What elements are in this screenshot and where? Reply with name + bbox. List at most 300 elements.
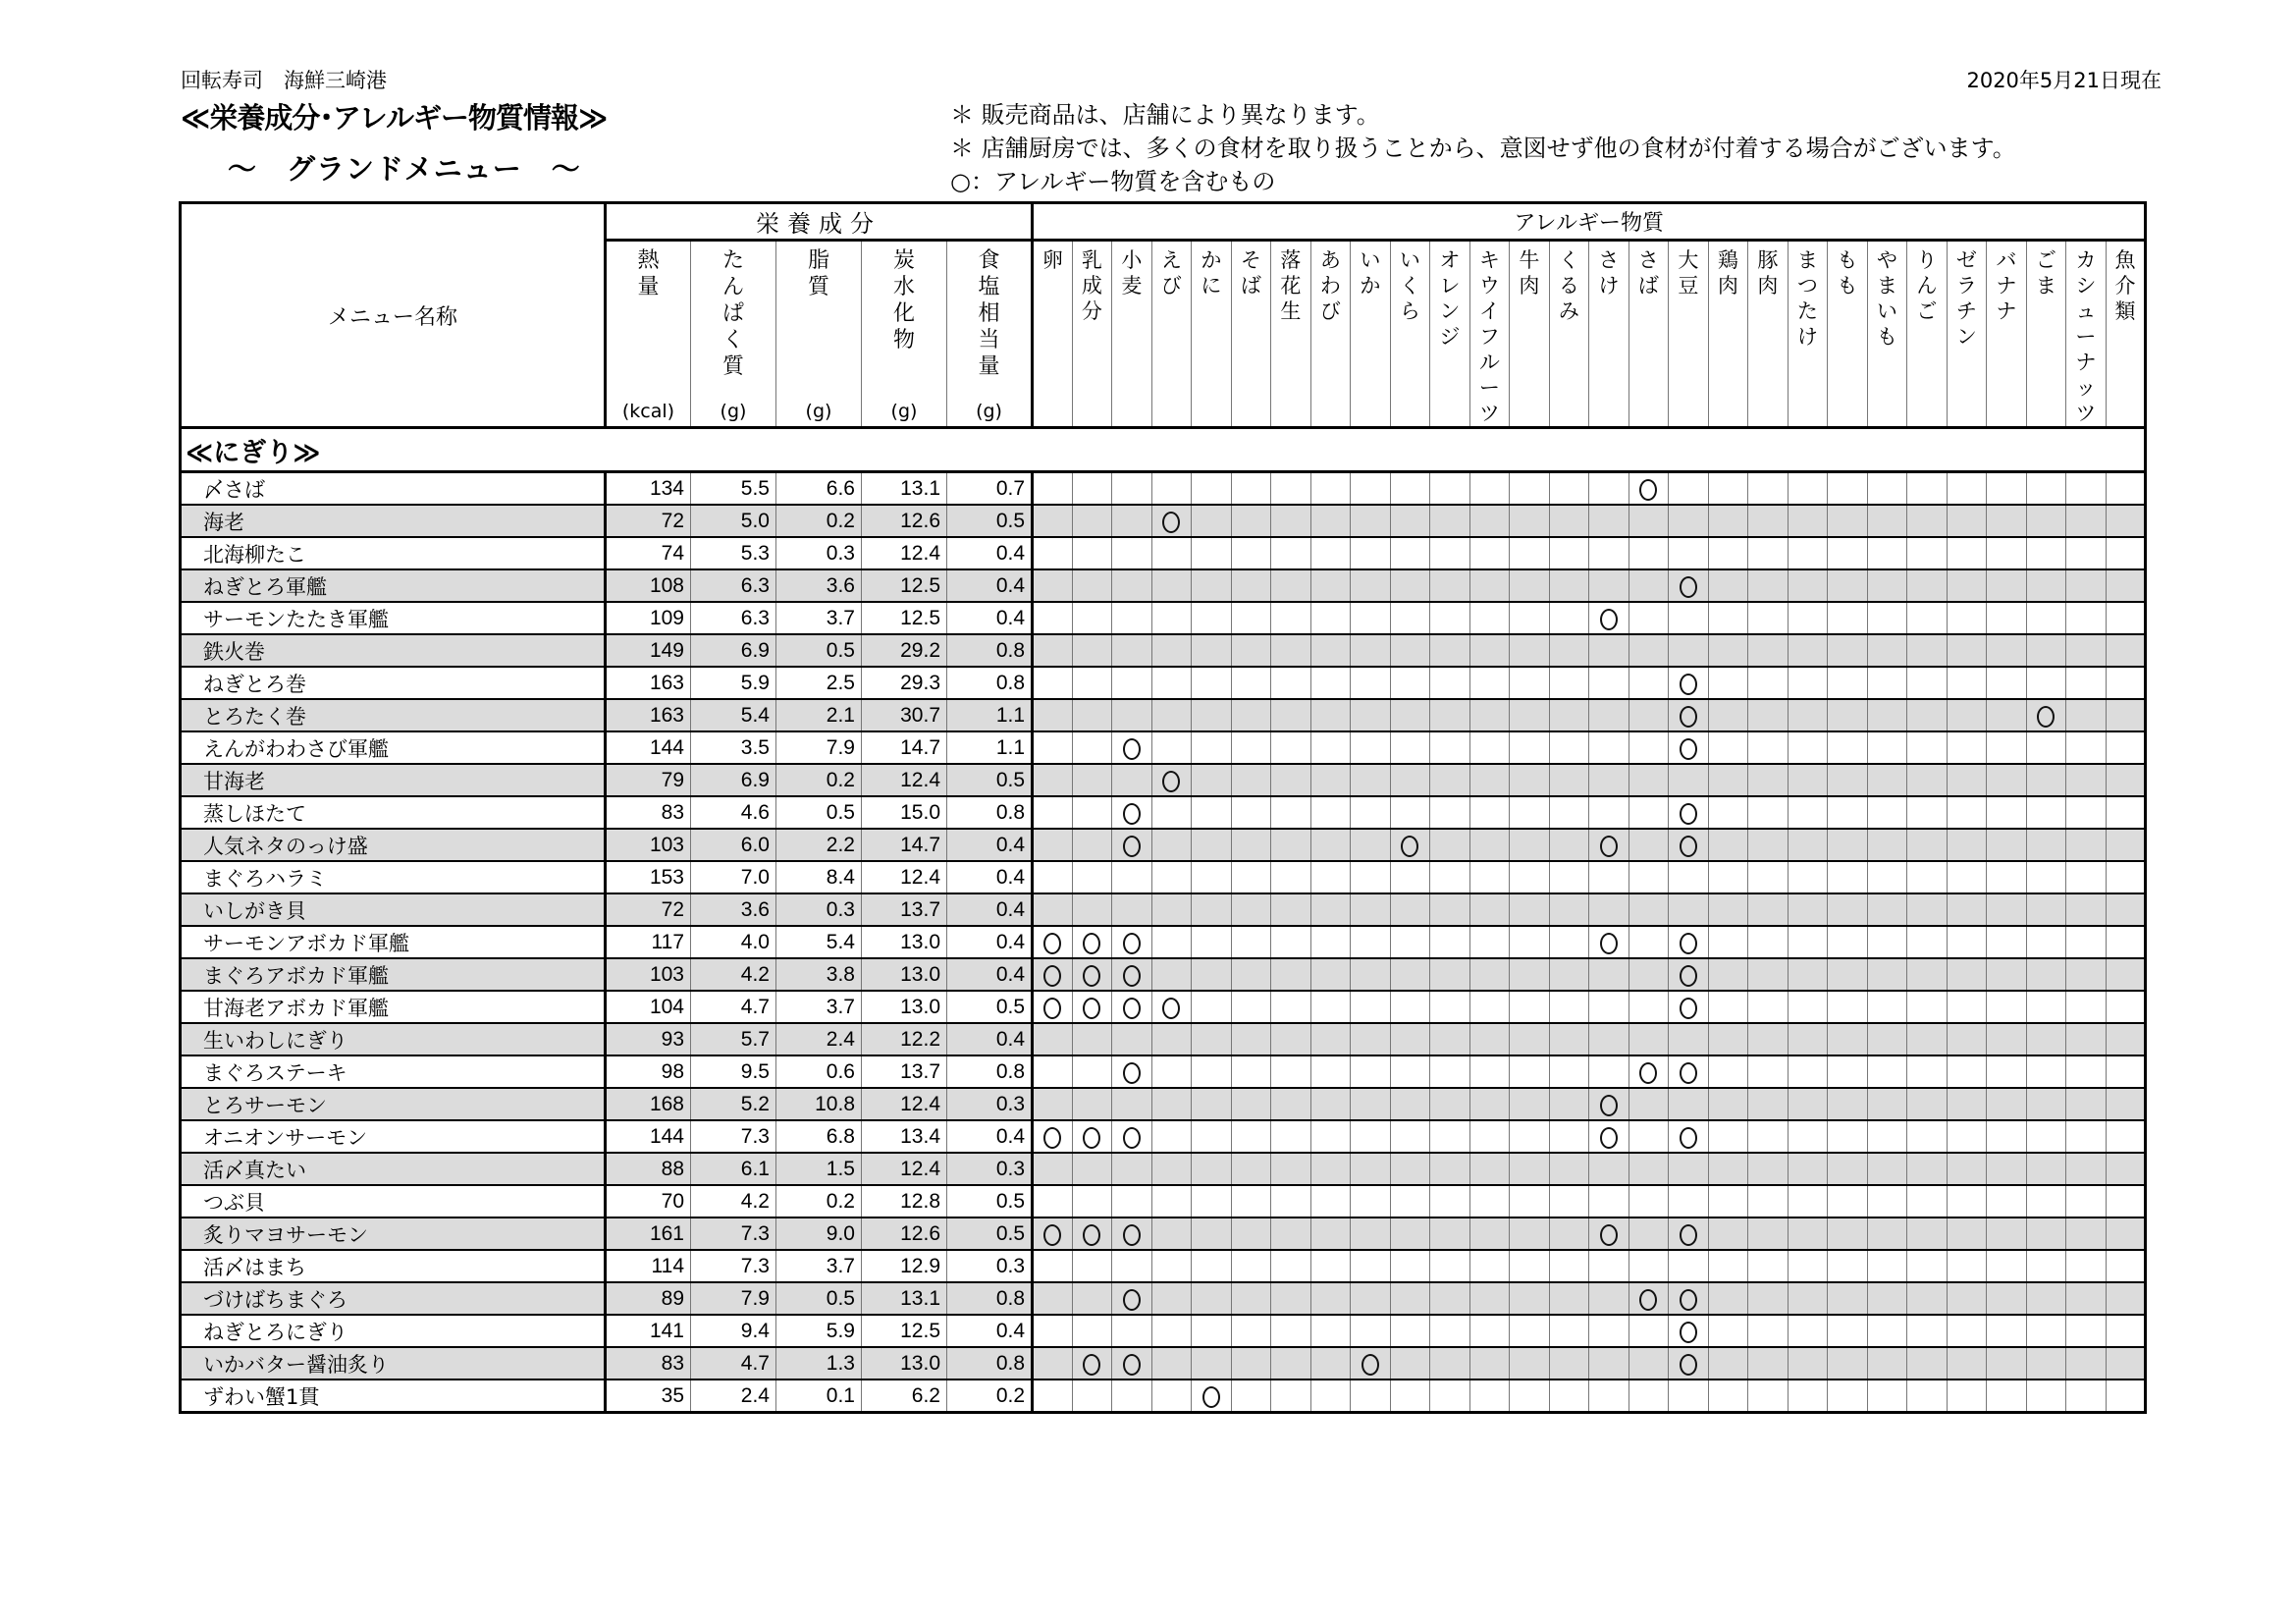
allergen-col-label: 豚肉 [1757, 248, 1779, 298]
allergen-present-mark-icon [1680, 706, 1697, 728]
nutrition-value-fat: 0.3 [776, 537, 862, 569]
allergen-cell [2066, 634, 2107, 667]
menu-item-name: 〆さば [181, 472, 606, 506]
allergen-cell [1589, 569, 1629, 602]
allergen-cell [1072, 1250, 1112, 1282]
allergen-cell [1430, 1055, 1470, 1088]
allergen-cell [1987, 893, 2027, 926]
allergen-cell [1867, 1120, 1907, 1153]
allergen-cell [1907, 1088, 1948, 1120]
allergen-cell [1549, 1282, 1589, 1315]
nutrition-value-salt: 1.1 [947, 699, 1033, 731]
menu-item-name: 炙りマヨサーモン [181, 1217, 606, 1250]
allergen-present-mark-icon [1680, 1322, 1697, 1343]
nutrition-value-salt: 0.3 [947, 1250, 1033, 1282]
nutrition-col-header [862, 241, 947, 428]
nutrition-value-carb: 12.4 [862, 537, 947, 569]
allergen-cell [1271, 505, 1311, 537]
allergen-cell [1669, 1347, 1709, 1380]
allergen-cell [1907, 731, 1948, 764]
nutrition-col-header [606, 241, 691, 428]
allergen-cell [1151, 602, 1192, 634]
allergen-cell [1828, 1088, 1868, 1120]
allergen-cell [1231, 1380, 1271, 1413]
allergen-cell [1748, 796, 1789, 829]
allergen-cell [1231, 1055, 1271, 1088]
allergen-present-mark-icon [1600, 1127, 1618, 1149]
nutrition-value-fat: 5.9 [776, 1315, 862, 1347]
allergen-cell [1669, 1088, 1709, 1120]
allergen-cell [1112, 634, 1152, 667]
allergen-cell [1112, 537, 1152, 569]
allergen-cell [1192, 1380, 1232, 1413]
table-row [181, 1347, 2146, 1380]
nutrition-value-kcal: 161 [606, 1217, 691, 1250]
nutrition-value-protein: 6.1 [691, 1153, 776, 1185]
nutrition-value-carb: 12.9 [862, 1250, 947, 1282]
allergen-cell [1708, 537, 1748, 569]
allergen-cell [1987, 1185, 2027, 1217]
allergen-cell [1390, 731, 1430, 764]
allergen-cell [1669, 829, 1709, 861]
allergen-cell [1271, 699, 1311, 731]
allergen-cell [1589, 861, 1629, 893]
table-row [181, 1023, 2146, 1055]
allergen-cell [1390, 1153, 1430, 1185]
allergen-cell [1788, 893, 1828, 926]
allergen-cell [1669, 505, 1709, 537]
nutrition-value-fat: 0.2 [776, 1185, 862, 1217]
nutrition-value-carb: 13.7 [862, 1055, 947, 1088]
allergen-cell [1669, 699, 1709, 731]
allergen-cell [1112, 505, 1152, 537]
allergen-cell [1748, 926, 1789, 958]
allergen-cell [1788, 958, 1828, 991]
allergen-cell [1987, 1347, 2027, 1380]
allergen-cell [1748, 829, 1789, 861]
allergen-cell [1549, 829, 1589, 861]
allergen-cell [1828, 1315, 1868, 1347]
allergen-col-header [1828, 241, 1868, 428]
allergen-present-mark-icon [1123, 1224, 1141, 1246]
allergen-cell [1469, 1055, 1510, 1088]
allergen-cell [1469, 926, 1510, 958]
allergen-cell [1151, 537, 1192, 569]
allergen-cell [1390, 1088, 1430, 1120]
allergen-cell [1748, 1380, 1789, 1413]
allergen-cell [1708, 764, 1748, 796]
allergen-cell [1231, 764, 1271, 796]
table-row [181, 1380, 2146, 1413]
allergen-cell [1510, 1347, 1550, 1380]
allergen-cell [1748, 1347, 1789, 1380]
allergen-cell [1867, 472, 1907, 506]
allergen-cell [1549, 699, 1589, 731]
allergen-cell [2026, 829, 2066, 861]
allergen-cell [2066, 764, 2107, 796]
nutrition-value-fat: 2.1 [776, 699, 862, 731]
allergen-cell [1390, 1282, 1430, 1315]
allergen-cell [2106, 829, 2146, 861]
allergen-cell [2066, 731, 2107, 764]
nutrition-value-protein: 6.9 [691, 634, 776, 667]
allergen-cell [1947, 1120, 1987, 1153]
allergen-cell [2066, 699, 2107, 731]
allergen-col-header [2106, 241, 2146, 428]
allergen-cell [1351, 699, 1391, 731]
nutrition-value-carb: 12.6 [862, 505, 947, 537]
allergen-cell [1151, 991, 1192, 1023]
allergen-cell [1987, 1055, 2027, 1088]
nutrition-value-kcal: 114 [606, 1250, 691, 1282]
allergen-cell [1310, 505, 1351, 537]
table-row [181, 893, 2146, 926]
allergen-cell [1549, 958, 1589, 991]
allergen-cell [1192, 602, 1232, 634]
allergen-cell [1351, 1315, 1391, 1347]
allergen-cell [1748, 764, 1789, 796]
allergen-cell [1510, 1088, 1550, 1120]
allergen-cell [1430, 1088, 1470, 1120]
allergen-cell [1112, 861, 1152, 893]
allergen-cell [1987, 569, 2027, 602]
nutrition-value-kcal: 109 [606, 602, 691, 634]
allergen-cell [1828, 472, 1868, 506]
allergen-col-label: いくら [1399, 248, 1420, 323]
allergen-cell [1748, 667, 1789, 699]
allergen-cell [1708, 472, 1748, 506]
allergen-cell [1867, 602, 1907, 634]
menu-item-name: 海老 [181, 505, 606, 537]
allergen-cell [1151, 1250, 1192, 1282]
menu-item-name: まぐろアボカド軍艦 [181, 958, 606, 991]
allergen-cell [1549, 1250, 1589, 1282]
allergen-col-label: まつたけ [1796, 248, 1818, 349]
allergen-cell [1112, 796, 1152, 829]
allergen-cell [1351, 1185, 1391, 1217]
allergen-cell [1788, 634, 1828, 667]
nutrition-value-protein: 5.3 [691, 537, 776, 569]
allergen-cell [1469, 569, 1510, 602]
allergen-cell [2026, 731, 2066, 764]
nutrition-value-protein: 5.9 [691, 667, 776, 699]
allergen-cell [1907, 764, 1948, 796]
allergen-cell [2106, 1055, 2146, 1088]
allergen-cell [1788, 569, 1828, 602]
menu-item-name: とろサーモン [181, 1088, 606, 1120]
table-row [181, 1185, 2146, 1217]
nutrition-value-fat: 9.0 [776, 1217, 862, 1250]
allergen-cell [1549, 796, 1589, 829]
allergen-cell [2066, 958, 2107, 991]
allergen-cell [1390, 505, 1430, 537]
allergen-cell [1271, 893, 1311, 926]
allergen-cell [1748, 472, 1789, 506]
allergen-cell [1192, 1023, 1232, 1055]
allergen-cell [1867, 958, 1907, 991]
nutrition-value-salt: 0.4 [947, 537, 1033, 569]
nutrition-value-salt: 0.3 [947, 1088, 1033, 1120]
allergen-cell [1987, 1153, 2027, 1185]
allergen-cell [1351, 1120, 1391, 1153]
nutrition-value-carb: 13.1 [862, 472, 947, 506]
allergen-cell [1430, 829, 1470, 861]
allergen-cell [1708, 1088, 1748, 1120]
allergen-col-label: 卵 [1041, 248, 1063, 272]
nutrition-value-kcal: 74 [606, 537, 691, 569]
allergen-cell [2066, 1282, 2107, 1315]
allergen-cell [1867, 1185, 1907, 1217]
allergen-col-label: オレンジ [1439, 248, 1461, 349]
nutrition-value-kcal: 35 [606, 1380, 691, 1413]
allergen-cell [1867, 505, 1907, 537]
menu-item-name: とろたく巻 [181, 699, 606, 731]
allergen-cell [1867, 569, 1907, 602]
allergen-present-mark-icon [1680, 1289, 1697, 1311]
allergen-cell [1987, 731, 2027, 764]
allergen-present-mark-icon [1043, 1224, 1061, 1246]
allergen-cell [1072, 991, 1112, 1023]
allergen-cell [1589, 505, 1629, 537]
nutrition-value-carb: 13.7 [862, 893, 947, 926]
allergen-col-header [1987, 241, 2027, 428]
allergen-cell [1430, 634, 1470, 667]
allergen-cell [1867, 1380, 1907, 1413]
allergen-cell [1033, 1282, 1073, 1315]
note-legend: ○：アレルギー物質を含むもの [950, 168, 1276, 195]
allergen-cell [1589, 1217, 1629, 1250]
allergen-cell [1987, 926, 2027, 958]
allergen-cell [1589, 1088, 1629, 1120]
allergen-cell [1231, 1347, 1271, 1380]
table-row [181, 472, 2146, 506]
allergen-cell [1629, 829, 1669, 861]
allergen-cell [1907, 699, 1948, 731]
nutrition-value-fat: 3.7 [776, 991, 862, 1023]
table-row [181, 958, 2146, 991]
allergen-cell [1390, 958, 1430, 991]
allergen-cell [2066, 537, 2107, 569]
allergen-cell [1310, 472, 1351, 506]
allergen-cell [1510, 1282, 1550, 1315]
allergen-cell [1351, 829, 1391, 861]
nutrition-value-protein: 7.3 [691, 1250, 776, 1282]
allergen-cell [1549, 602, 1589, 634]
allergen-cell [1310, 1055, 1351, 1088]
allergen-present-mark-icon [1401, 836, 1418, 857]
allergen-cell [2026, 602, 2066, 634]
allergen-cell [1192, 958, 1232, 991]
allergen-cell [1828, 634, 1868, 667]
allergen-present-mark-icon [1680, 933, 1697, 954]
allergen-cell [1231, 861, 1271, 893]
allergen-cell [1430, 764, 1470, 796]
nutrition-allergen-table [179, 201, 2147, 1414]
allergen-cell [1033, 829, 1073, 861]
allergen-cell [1907, 796, 1948, 829]
allergen-cell [1390, 991, 1430, 1023]
table-row [181, 505, 2146, 537]
allergen-cell [1708, 1380, 1748, 1413]
allergen-cell [1589, 764, 1629, 796]
allergen-cell [1351, 958, 1391, 991]
nutrition-value-salt: 0.4 [947, 1315, 1033, 1347]
allergen-cell [1907, 1315, 1948, 1347]
allergen-cell [1072, 667, 1112, 699]
allergen-cell [1072, 537, 1112, 569]
allergen-cell [1033, 1185, 1073, 1217]
allergen-cell [1510, 796, 1550, 829]
allergen-cell [1351, 472, 1391, 506]
nutrition-value-fat: 5.4 [776, 926, 862, 958]
allergen-cell [1231, 1088, 1271, 1120]
allergen-cell [1947, 893, 1987, 926]
allergen-cell [1549, 505, 1589, 537]
nutrition-col-label: たんぱく質 [721, 248, 744, 379]
allergen-col-label: ごま [2035, 248, 2056, 298]
allergen-cell [1788, 991, 1828, 1023]
allergen-present-mark-icon [1639, 1289, 1657, 1311]
nutrition-value-fat: 6.8 [776, 1120, 862, 1153]
allergen-cell [1151, 1380, 1192, 1413]
allergen-cell [1549, 731, 1589, 764]
menu-item-name: サーモンアボカド軍艦 [181, 926, 606, 958]
allergen-cell [1033, 1315, 1073, 1347]
allergen-cell [1390, 1023, 1430, 1055]
allergen-col-header [1192, 241, 1232, 428]
menu-item-name: ねぎとろ巻 [181, 667, 606, 699]
allergen-cell [1072, 1153, 1112, 1185]
allergen-cell [1231, 505, 1271, 537]
allergen-cell [1151, 1153, 1192, 1185]
allergen-cell [1987, 1282, 2027, 1315]
allergen-cell [1708, 861, 1748, 893]
nutrition-value-carb: 12.5 [862, 1315, 947, 1347]
allergen-cell [1192, 569, 1232, 602]
allergen-cell [1192, 1250, 1232, 1282]
allergen-cell [1271, 796, 1311, 829]
allergen-cell [1390, 1185, 1430, 1217]
allergen-cell [1549, 1055, 1589, 1088]
allergen-cell [1510, 1185, 1550, 1217]
nutrition-value-carb: 12.6 [862, 1217, 947, 1250]
allergen-cell [1310, 1347, 1351, 1380]
allergen-cell [2026, 472, 2066, 506]
allergen-col-header [1748, 241, 1789, 428]
allergen-cell [2026, 926, 2066, 958]
allergen-group-header: アレルギー物質 [1033, 203, 2146, 241]
allergen-cell [1430, 1282, 1470, 1315]
allergen-cell [1510, 537, 1550, 569]
allergen-cell [1271, 1088, 1311, 1120]
nutrition-value-salt: 1.1 [947, 731, 1033, 764]
nutrition-value-fat: 0.3 [776, 893, 862, 926]
allergen-cell [1669, 1380, 1709, 1413]
allergen-cell [1072, 731, 1112, 764]
allergen-cell [1867, 1282, 1907, 1315]
allergen-cell [1788, 1217, 1828, 1250]
allergen-cell [2066, 1120, 2107, 1153]
allergen-cell [1708, 667, 1748, 699]
allergen-cell [2066, 472, 2107, 506]
allergen-cell [1231, 958, 1271, 991]
allergen-present-mark-icon [1123, 803, 1141, 825]
allergen-cell [1947, 1217, 1987, 1250]
allergen-cell [1510, 1120, 1550, 1153]
allergen-cell [1151, 796, 1192, 829]
nutrition-value-fat: 0.6 [776, 1055, 862, 1088]
allergen-cell [1033, 472, 1073, 506]
allergen-cell [1469, 829, 1510, 861]
nutrition-value-kcal: 79 [606, 764, 691, 796]
note-store-variation: ＊ 販売商品は、店舗により異なります。 [950, 101, 1380, 129]
allergen-cell [1469, 991, 1510, 1023]
nutrition-value-salt: 0.3 [947, 1153, 1033, 1185]
allergen-cell [1788, 796, 1828, 829]
allergen-cell [1430, 667, 1470, 699]
allergen-cell [2106, 1088, 2146, 1120]
allergen-cell [1469, 1315, 1510, 1347]
allergen-cell [1987, 505, 2027, 537]
nutrition-value-salt: 0.4 [947, 926, 1033, 958]
allergen-cell [1629, 1088, 1669, 1120]
allergen-cell [1589, 1023, 1629, 1055]
allergen-cell [1351, 537, 1391, 569]
allergen-cell [1192, 829, 1232, 861]
allergen-cell [1072, 893, 1112, 926]
allergen-cell [1788, 1153, 1828, 1185]
allergen-cell [1589, 1282, 1629, 1315]
allergen-cell [1033, 667, 1073, 699]
allergen-cell [1589, 829, 1629, 861]
allergen-cell [1112, 569, 1152, 602]
allergen-cell [1907, 537, 1948, 569]
allergen-cell [1310, 699, 1351, 731]
allergen-col-header [1112, 241, 1152, 428]
nutrition-value-fat: 8.4 [776, 861, 862, 893]
allergen-cell [1351, 569, 1391, 602]
allergen-cell [2026, 1217, 2066, 1250]
nutrition-value-fat: 0.5 [776, 1282, 862, 1315]
allergen-col-header [1271, 241, 1311, 428]
allergen-cell [1151, 634, 1192, 667]
nutrition-value-salt: 0.7 [947, 472, 1033, 506]
allergen-cell [1669, 893, 1709, 926]
allergen-cell [1828, 764, 1868, 796]
page-title: ≪栄養成分･アレルギー物質情報≫ [181, 101, 608, 135]
nutrition-value-carb: 12.4 [862, 1153, 947, 1185]
allergen-cell [1033, 634, 1073, 667]
allergen-cell [1788, 1380, 1828, 1413]
allergen-cell [1112, 1185, 1152, 1217]
allergen-present-mark-icon [1083, 1354, 1100, 1376]
allergen-cell [1947, 1347, 1987, 1380]
nutrition-value-protein: 9.5 [691, 1055, 776, 1088]
allergen-cell [1907, 1380, 1948, 1413]
allergen-cell [2066, 1315, 2107, 1347]
allergen-cell [1629, 958, 1669, 991]
allergen-cell [1629, 569, 1669, 602]
allergen-cell [1390, 1315, 1430, 1347]
allergen-cell [1549, 861, 1589, 893]
allergen-cell [1390, 537, 1430, 569]
allergen-cell [1708, 926, 1748, 958]
nutrition-group-header: 栄養成分 [606, 203, 1033, 241]
allergen-col-header [1788, 241, 1828, 428]
allergen-cell [1510, 667, 1550, 699]
allergen-cell [1549, 1217, 1589, 1250]
allergen-cell [1430, 1347, 1470, 1380]
